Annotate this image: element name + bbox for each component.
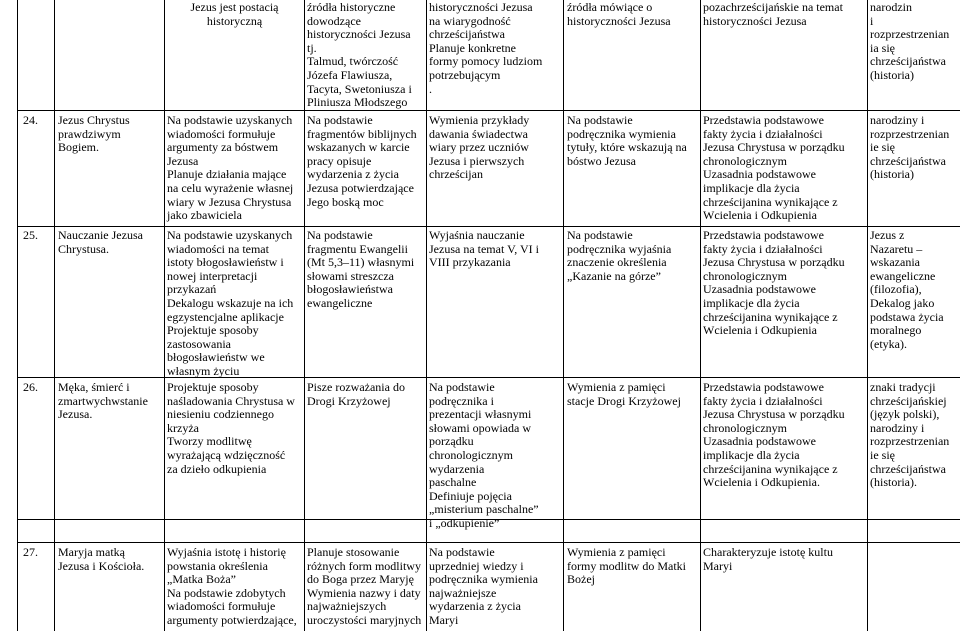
cell-correlation: Jezus z Nazaretu – wskazania ewangeliczne (filozofia), Dekalog jako podstawa życia moralnego (etyka). [870, 228, 944, 351]
row-separator [17, 377, 960, 378]
topic-title: Jezus Chrystus prawdziwym Bogiem. [58, 113, 130, 155]
row-number: 24. [23, 113, 38, 127]
cell-outcome-1: Wyjaśnia istotę i historię powstania określenia „Matka Boża” Na podstawie zdobytych wiadomości formułuje argumenty potwierdzające, [167, 545, 297, 627]
topic-title: Męka, śmierć i zmartwychwstanie Jezusa. [58, 380, 148, 422]
table-border [426, 0, 427, 631]
cell-outcome-4: źródła mówiące o historyczności Jezusa [567, 0, 671, 28]
cell-outcome-3: Na podstawie uprzedniej wiedzy i podręcznika wymienia najważniejsze wydarzenia z życia Maryi [429, 545, 538, 627]
cell-outcome-5: pozachrześcijańskie na temat historyczności Jezusa [703, 0, 843, 28]
cell-outcome-5: Przedstawia podstawowe fakty życia i działalności Jezusa Chrystusa w porządku chronologicznym Uzasadnia podstawowe implikacje dla życia chrześcijanina wynikające z Wcielenia i Odkupienia. [703, 380, 845, 490]
cell-outcome-2: Planuje stosowanie różnych form modlitwy do Boga przez Maryję Wymienia nazwy i daty najważniejszych uroczystości maryjnych [307, 545, 422, 627]
topic-title: Nauczanie Jezusa Chrystusa. [58, 228, 143, 256]
row-separator [17, 226, 960, 227]
cell-outcome-3: Na podstawie podręcznika i prezentacji własnymi słowami opowiada w porządku chronologicznym wydarzenia paschalne Definiuje pojęcia „misterium paschalne” i „odkupienie” [429, 380, 539, 530]
cell-correlation: narodzin i rozprzestrzenian ia się chrześcijaństwa (historia) [870, 0, 950, 82]
row-number: 26. [23, 380, 38, 394]
cell-outcome-2: Na podstawie fragmentów biblijnych wskazanych w karcie pracy opisuje wydarzenia z życia Jezusa potwierdzające Jego boską moc [307, 113, 417, 209]
table-border [867, 0, 868, 631]
row-separator [17, 110, 960, 111]
cell-outcome-2: źródła historyczne dowodzące historyczności Jezusa tj. Talmud, twórczość Józefa Flawiusza, Tacyta, Swetoniusza i Pliniusza Młodszego [307, 0, 412, 110]
topic-title: Maryja matką Jezusa i Kościoła. [58, 545, 145, 573]
row-number: 27. [23, 545, 38, 559]
table-border [17, 0, 18, 631]
cell-outcome-1: Projektuje sposoby naśladowania Chrystusa w niesieniu codziennego krzyża Tworzy modlitwę wyrażającą wdzięczność za dzieło odkupienia [167, 380, 295, 476]
table-border [563, 0, 564, 631]
row-number: 25. [23, 228, 38, 242]
table-border [54, 0, 55, 631]
cell-outcome-5: Przedstawia podstawowe fakty życia i działalności Jezusa Chrystusa w porządku chronologicznym Uzasadnia podstawowe implikacje dla życia chrześcijanina wynikające z Wcielenia i Odkupienia [703, 113, 845, 223]
cell-outcome-5: Charakteryzuje istotę kultu Maryi [703, 545, 833, 573]
cell-outcome-5: Przedstawia podstawowe fakty życia i działalności Jezusa Chrystusa w porządku chronologicznym Uzasadnia podstawowe implikacje dla życia chrześcijanina wynikające z Wcielenia i Odkupienia [703, 228, 845, 338]
cell-outcome-2: Na podstawie fragmentu Ewangelii (Mt 5,3–11) własnymi słowami streszcza błogosławieństwa ewangeliczne [307, 228, 415, 310]
table-border [164, 0, 165, 631]
table-top-border [17, 542, 960, 543]
cell-outcome-3: historyczności Jezusa na wiarygodność chrześcijaństwa Planuje konkretne formy pomocy ludziom potrzebującym . [429, 0, 543, 96]
cell-outcome-4: Wymienia z pamięci formy modlitw do Matki Bożej [567, 545, 686, 587]
table-border [700, 0, 701, 631]
cell-outcome-4: Na podstawie podręcznika wyjaśnia znaczenie określenia „Kazanie na górze” [567, 228, 672, 283]
table-border [304, 0, 305, 631]
cell-correlation: narodziny i rozprzestrzenian ie się chrześcijaństwa (historia) [870, 113, 950, 182]
cell-outcome-1: Na podstawie uzyskanych wiadomości na temat istoty błogosławieństw i nowej interpretacji przykazań Dekalogu wskazuje na ich egzystencjalne aplikacje Projektuje sposoby zastosowania błogosławieństw we własnym życiu [167, 228, 294, 378]
cell-outcome-1: Jezus jest postacią historyczną [190, 0, 279, 28]
cell-outcome-1: Na podstawie uzyskanych wiadomości formułuje argumenty za bóstwem Jezusa Planuje działania mające na celu wyrażenie własnej wiary w Jezusa Chrystusa jako zbawiciela [167, 113, 294, 223]
cell-outcome-3: Wymienia przykłady dawania świadectwa wiary przez uczniów Jezusa i pierwszych chrześcijan [429, 113, 530, 182]
cell-outcome-4: Wymienia z pamięci stacje Drogi Krzyżowej [567, 380, 681, 408]
cell-outcome-4: Na podstawie podręcznika wymienia tytuły, które wskazują na bóstwo Jezusa [567, 113, 687, 168]
cell-outcome-2: Pisze rozważania do Drogi Krzyżowej [307, 380, 405, 408]
cell-outcome-3: Wyjaśnia nauczanie Jezusa na temat V, VI i VIII przykazania [429, 228, 539, 270]
cell-correlation: znaki tradycji chrześcijańskiej (język polski), narodziny i rozprzestrzenian ie się chrześcijaństwa (historia). [870, 380, 950, 490]
